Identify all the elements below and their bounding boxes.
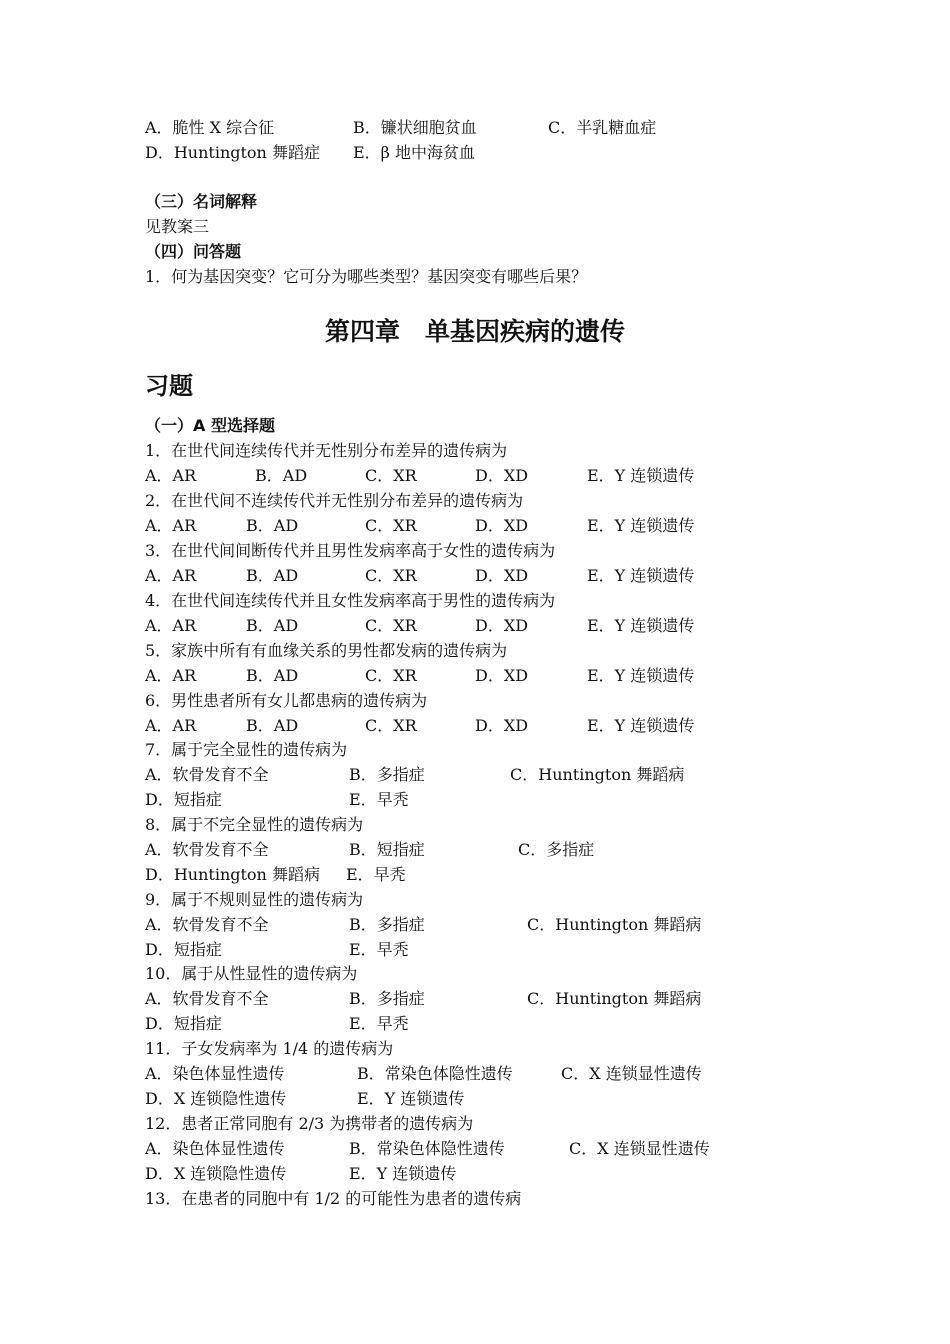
option-b: B．多指症 xyxy=(349,989,425,1008)
option-e: E．Y 连锁遗传 xyxy=(587,666,695,685)
section-title: 习题 xyxy=(145,372,193,400)
option-d: D．XD xyxy=(475,616,529,635)
option-b: B．AD xyxy=(246,566,299,585)
question-text: 1．在世代间连续传代并无性别分布差异的遗传病为 xyxy=(145,441,508,460)
option-a: A．AR xyxy=(145,466,197,485)
option-a: A．染色体显性遗传 xyxy=(145,1139,285,1158)
option-e: E．Y 连锁遗传 xyxy=(587,516,695,535)
option-e: E．早秃 xyxy=(349,1014,409,1033)
option-c: C．半乳糖血症 xyxy=(548,118,657,137)
option-a: A．染色体显性遗传 xyxy=(145,1064,285,1083)
option-b: B．AD xyxy=(255,466,308,485)
option-c: C．Huntington 舞蹈病 xyxy=(527,989,702,1008)
part4-heading: （四）问答题 xyxy=(145,242,242,261)
chapter-title: 第四章 单基因疾病的遗传 xyxy=(324,317,625,346)
part1-heading: （一）A 型选择题 xyxy=(145,416,275,435)
option-d: D．XD xyxy=(475,466,529,485)
option-c: C．XR xyxy=(365,616,417,635)
option-d: D．XD xyxy=(475,666,529,685)
option-d: D．短指症 xyxy=(145,940,222,959)
option-d: D．Huntington 舞蹈病 xyxy=(145,865,320,884)
option-d: D．Huntington 舞蹈症 xyxy=(145,143,320,162)
option-e: E．早秃 xyxy=(349,940,409,959)
question-text: 13．在患者的同胞中有 1/2 的可能性为患者的遗传病 xyxy=(145,1189,522,1208)
option-e: E．早秃 xyxy=(349,790,409,809)
option-b: B．AD xyxy=(246,516,299,535)
option-c: C．XR xyxy=(365,566,417,585)
option-a: A．AR xyxy=(145,666,197,685)
option-d: D．X 连锁隐性遗传 xyxy=(145,1164,287,1183)
option-c: C．XR xyxy=(365,716,417,735)
option-d: D．X 连锁隐性遗传 xyxy=(145,1089,287,1108)
option-b: B．常染色体隐性遗传 xyxy=(357,1064,513,1083)
option-c: C．Huntington 舞蹈病 xyxy=(510,765,685,784)
option-a: A．软骨发育不全 xyxy=(145,765,269,784)
option-e: E．Y 连锁遗传 xyxy=(357,1089,465,1108)
option-a: A．软骨发育不全 xyxy=(145,989,269,1008)
option-d: D．XD xyxy=(475,516,529,535)
question-text: 7．属于完全显性的遗传病为 xyxy=(145,740,348,759)
option-d: D．XD xyxy=(475,566,529,585)
option-e: E．Y 连锁遗传 xyxy=(587,716,695,735)
option-d: D．XD xyxy=(475,716,529,735)
option-a: A．软骨发育不全 xyxy=(145,915,269,934)
option-a: A．AR xyxy=(145,516,197,535)
option-a: A．软骨发育不全 xyxy=(145,840,269,859)
option-b: B．AD xyxy=(246,616,299,635)
option-d: D．短指症 xyxy=(145,1014,222,1033)
option-c: C．Huntington 舞蹈病 xyxy=(527,915,702,934)
part3-text: 见教案三 xyxy=(145,217,210,236)
option-c: C．X 连锁显性遗传 xyxy=(569,1139,710,1158)
question-text: 11．子女发病率为 1/4 的遗传病为 xyxy=(145,1039,394,1058)
option-a: A．AR xyxy=(145,566,197,585)
option-b: B．多指症 xyxy=(349,765,425,784)
option-e: E．早秃 xyxy=(346,865,406,884)
option-b: B．AD xyxy=(246,666,299,685)
option-e: E．Y 连锁遗传 xyxy=(587,616,695,635)
part4-question: 1．何为基因突变？它可分为哪些类型？基因突变有哪些后果？ xyxy=(145,267,588,286)
option-c: C．XR xyxy=(365,516,417,535)
option-b: B．AD xyxy=(246,716,299,735)
question-text: 5．家族中所有有血缘关系的男性都发病的遗传病为 xyxy=(145,641,508,660)
option-a: A．AR xyxy=(145,716,197,735)
option-e: E．Y 连锁遗传 xyxy=(587,466,695,485)
option-b: B．镰状细胞贫血 xyxy=(353,118,477,137)
option-b: B．常染色体隐性遗传 xyxy=(349,1139,505,1158)
question-text: 2．在世代间不连续传代并无性别分布差异的遗传病为 xyxy=(145,491,524,510)
part3-heading: （三）名词解释 xyxy=(145,192,258,211)
option-e: E．Y 连锁遗传 xyxy=(587,566,695,585)
question-text: 9．属于不规则显性的遗传病为 xyxy=(145,890,364,909)
option-b: B．多指症 xyxy=(349,915,425,934)
option-e: E．Y 连锁遗传 xyxy=(349,1164,457,1183)
question-text: 12．患者正常同胞有 2/3 为携带者的遗传病为 xyxy=(145,1114,474,1133)
option-c: C．XR xyxy=(365,466,417,485)
option-c: C．多指症 xyxy=(518,840,595,859)
question-text: 8．属于不完全显性的遗传病为 xyxy=(145,815,364,834)
option-c: C．X 连锁显性遗传 xyxy=(561,1064,702,1083)
option-a: A．AR xyxy=(145,616,197,635)
option-a: A．脆性 X 综合征 xyxy=(145,118,275,137)
option-b: B．短指症 xyxy=(349,840,425,859)
option-d: D．短指症 xyxy=(145,790,222,809)
question-text: 3．在世代间间断传代并且男性发病率高于女性的遗传病为 xyxy=(145,541,556,560)
question-text: 6．男性患者所有女儿都患病的遗传病为 xyxy=(145,691,428,710)
question-text: 4．在世代间连续传代并且女性发病率高于男性的遗传病为 xyxy=(145,591,556,610)
question-text: 10．属于从性显性的遗传病为 xyxy=(145,964,358,983)
option-e: E．β 地中海贫血 xyxy=(353,143,476,162)
option-c: C．XR xyxy=(365,666,417,685)
